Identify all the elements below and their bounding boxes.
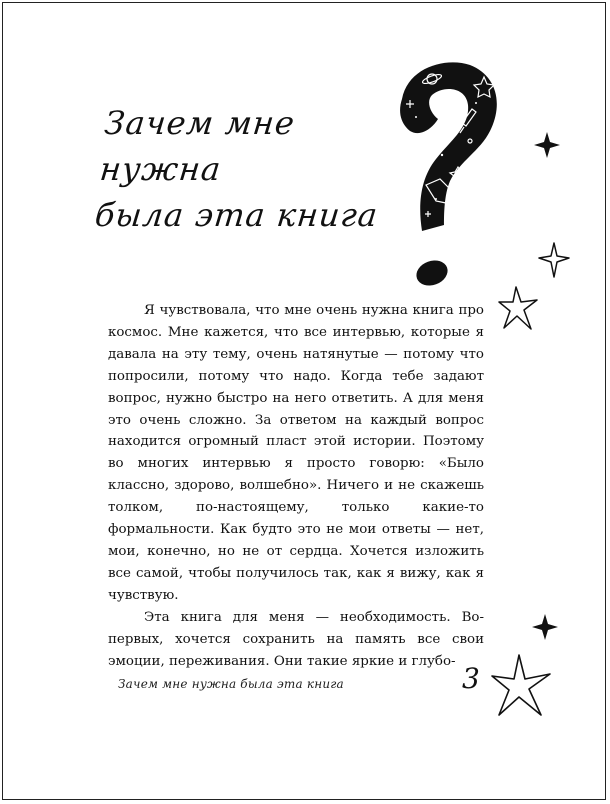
running-title: Зачем мне нужна была эта книга xyxy=(118,677,344,691)
star-icon xyxy=(532,130,562,160)
page-number: 3 xyxy=(462,662,480,695)
star-icon xyxy=(536,240,572,280)
chapter-heading-line-1: Зачем мне нужна xyxy=(98,104,297,188)
paragraph: Эта книга для меня — необходимость. Во-первых, хочется сохранить на память все свои эмоции, переживания. Они такие яркие и глубо- xyxy=(108,609,484,669)
chapter-heading xyxy=(93,100,398,238)
question-mark-illustration xyxy=(380,55,520,295)
paragraph: Я чувствовала, что мне очень нужна книга про космос. Мне кажется, что все интервью, которые я давала на эту тему, очень натянутые — потому что попросили, потому что надо. Когда тебе задают вопрос, нужно быстро на него ответить. А для меня это очень сложно. За ответом на каждый вопрос находится огромный пласт этой истории. Поэтому во многих интервью я просто говорю: «Было классно, здорово, волшебно». Ничего и не скажешь толком, по-настоящему, только какие-то формальности. Как будто это не мои ответы — нет, мои, конечно, но не от сердца. Хочется изложить все самой, чтобы получилось так, как я вижу, как я чувствую. xyxy=(108,303,484,603)
star-icon xyxy=(488,652,554,722)
chapter-heading-line-2: была эта книга xyxy=(93,196,380,234)
star-icon xyxy=(530,612,560,642)
body-text xyxy=(108,300,484,672)
star-icon xyxy=(496,284,540,334)
